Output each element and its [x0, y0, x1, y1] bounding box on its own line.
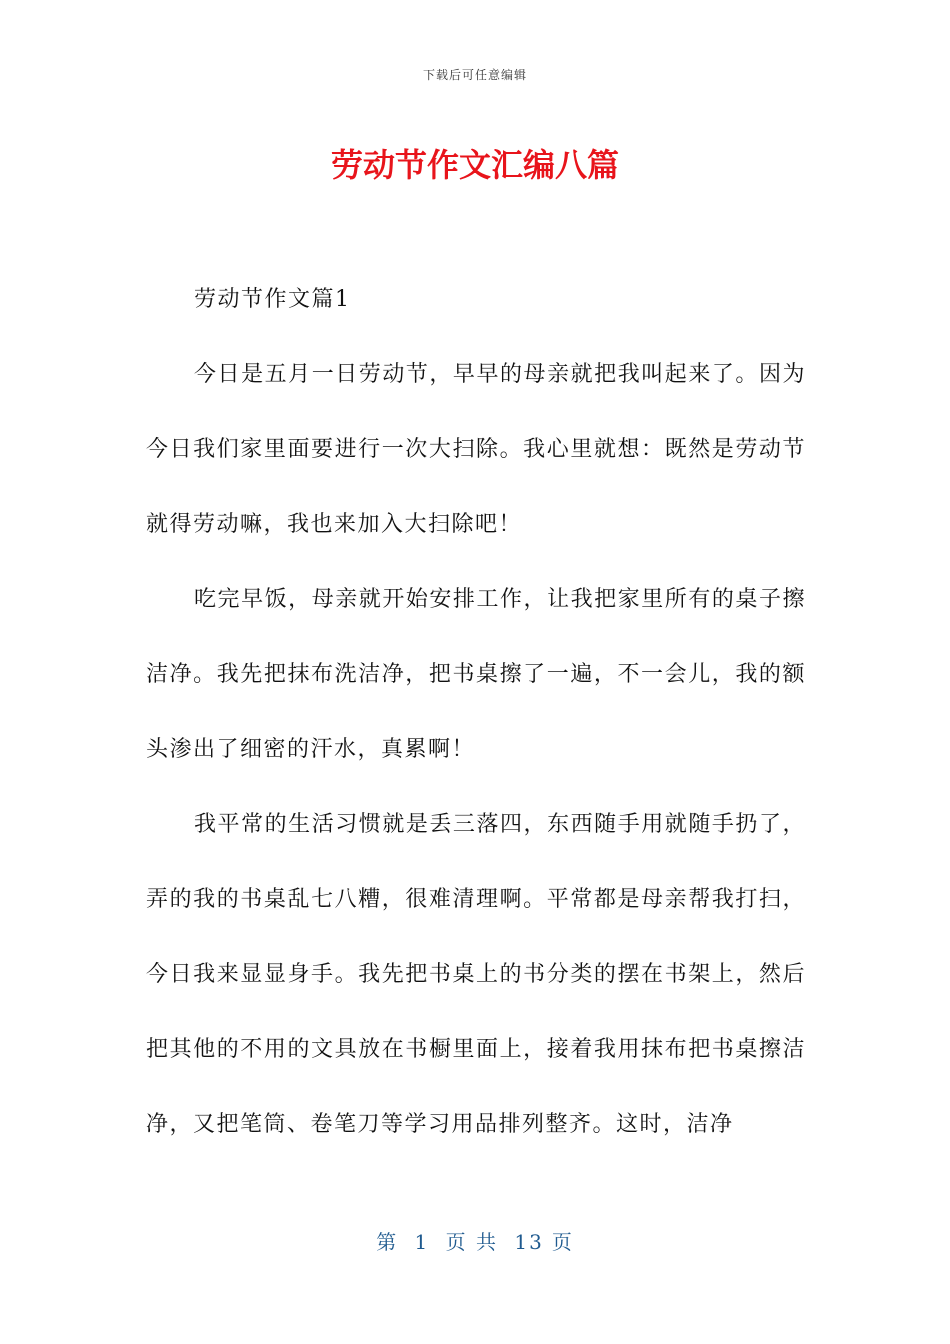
section-heading: 劳动节作文篇1: [194, 287, 351, 312]
paragraph-2: 吃完早饭，母亲就开始安排工作，让我把家里所有的桌子擦洁净。我先把抹布洗洁净，把书桌擦了一遍，不一会儿，我的额头渗出了细密的汗水，真累啊！: [146, 587, 806, 762]
paragraph-1: 今日是五月一日劳动节，早早的母亲就把我叫起来了。因为今日我们家里面要进行一次大扫除。我心里就想：既然是劳动节就得劳动嘛，我也来加入大扫除吧！: [146, 362, 806, 537]
page-footer: [0, 1226, 950, 1255]
document-body: [146, 262, 806, 1162]
footer-suffix: 页: [551, 1230, 574, 1254]
paragraph-3: 我平常的生活习惯就是丢三落四，东西随手用就随手扔了，弄的我的书桌乱七八糟，很难清理啊。平常都是母亲帮我打扫，今日我来显显身手。我先把书桌上的书分类的摆在书架上，然后把其他的不用的文具放在书橱里面上，接着我用抹布把书桌擦洁净，又把笔筒、卷笔刀等学习用品排列整齐。这时，洁净: [146, 812, 806, 1137]
footer-middle: 页 共: [445, 1230, 498, 1254]
footer-prefix: 第: [376, 1230, 399, 1254]
header-note: 下载后可任意编辑: [422, 68, 527, 82]
footer-total-pages: 13: [514, 1230, 544, 1254]
footer-page-number: 1: [414, 1230, 430, 1254]
document-title: 劳动节作文汇编八篇: [330, 146, 619, 184]
